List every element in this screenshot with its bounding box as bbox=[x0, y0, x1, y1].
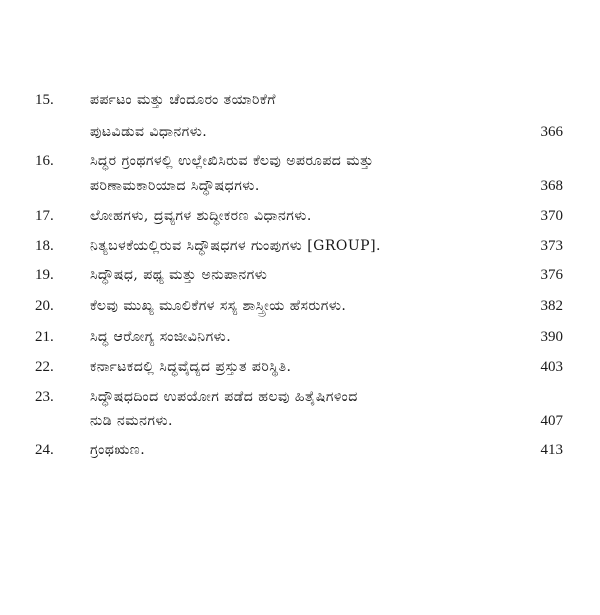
entry-page: 390 bbox=[540, 329, 563, 345]
entry-title: ಸಿದ್ಧೌಷಧದಿಂದ ಉಪಯೋಗ ಪಡೆದ ಹಲವು ಹಿತೈಷಿಗಳಿಂದ bbox=[90, 389, 358, 405]
entry-title: ಸಿದ್ಧರ ಗ್ರಂಥಗಳಲ್ಲಿ ಉಲ್ಲೇಖಿಸಿರುವ ಕೆಲವು ಅಪರೂಪದ ಮತ್ತು bbox=[90, 153, 374, 169]
entry-number: 23. bbox=[35, 389, 54, 405]
entry-number: 22. bbox=[35, 359, 54, 375]
entry-page: 403 bbox=[540, 359, 563, 375]
entry-number: 24. bbox=[35, 442, 54, 458]
entry-title: ನಿತ್ಯಬಳಕೆಯಲ್ಲಿರುವ ಸಿದ್ಧೌಷಧಗಳ ಗುಂಪುಗಳು [GROUP]. bbox=[90, 238, 382, 254]
entry-title: ಕರ್ನಾಟಕದಲ್ಲಿ ಸಿದ್ಧವೈದ್ಯದ ಪ್ರಸ್ತುತ ಪರಿಸ್ಥಿತಿ. bbox=[90, 359, 292, 375]
entry-title: ಕೆಲವು ಮುಖ್ಯ ಮೂಲಿಕೆಗಳ ಸಸ್ಯ ಶಾಸ್ತ್ರೀಯ ಹೆಸರುಗಳು. bbox=[90, 298, 347, 314]
entry-page: 413 bbox=[540, 442, 563, 458]
entry-page: 366 bbox=[540, 124, 563, 140]
entry-title: ನುಡಿ ನಮನಗಳು. bbox=[90, 413, 173, 429]
entry-title: ಸಿದ್ಧ ಆರೋಗ್ಯ ಸಂಜೀವಿನಿಗಳು. bbox=[90, 329, 232, 345]
entry-page: 376 bbox=[540, 267, 563, 283]
entry-page: 370 bbox=[540, 208, 563, 224]
entry-page: 407 bbox=[540, 413, 563, 429]
entry-number: 20. bbox=[35, 298, 54, 314]
entry-title: ಗ್ರಂಥಋಣ. bbox=[90, 442, 146, 458]
entry-number: 19. bbox=[35, 267, 54, 283]
entry-page: 382 bbox=[540, 298, 563, 314]
entry-number: 16. bbox=[35, 153, 54, 169]
entry-page: 373 bbox=[540, 238, 563, 254]
entry-number: 18. bbox=[35, 238, 54, 254]
entry-title: ಪರಿಣಾಮಕಾರಿಯಾದ ಸಿದ್ಧೌಷಧಗಳು. bbox=[90, 178, 260, 194]
entry-title: ಪುಟವಿಡುವ ವಿಧಾನಗಳು. bbox=[90, 124, 208, 140]
entry-number: 15. bbox=[35, 92, 54, 108]
entry-page: 368 bbox=[540, 178, 563, 194]
entry-title: ಲೋಹಗಳು, ದ್ರವ್ಯಗಳ ಶುದ್ಧೀಕರಣ ವಿಧಾನಗಳು. bbox=[90, 208, 312, 224]
entry-number: 21. bbox=[35, 329, 54, 345]
entry-number: 17. bbox=[35, 208, 54, 224]
entry-title: ಸಿದ್ಧೌಷಧ, ಪಥ್ಯ ಮತ್ತು ಅನುಪಾನಗಳು bbox=[90, 267, 268, 283]
entry-title: ಪರ್ಪಟಂ ಮತ್ತು ಚೆಂದೂರಂ ತಯಾರಿಕೆಗೆ bbox=[90, 92, 276, 108]
